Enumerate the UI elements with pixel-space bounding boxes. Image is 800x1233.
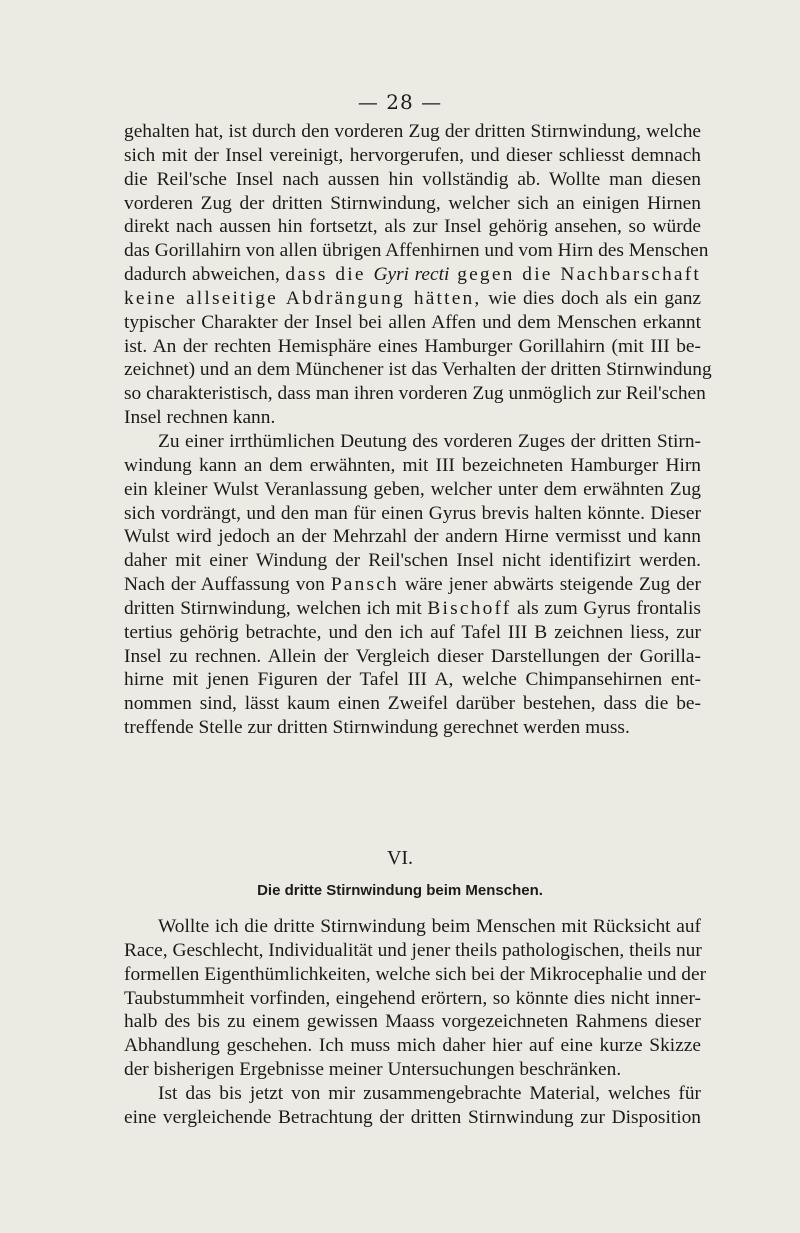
text-line: ist. An der rechten Hemisphäre eines Hamburger Gorillahirn (mit III be-: [124, 335, 701, 357]
text-line: so charakteristisch, dass man ihren vorderen Zug unmöglich zur Reil'schen: [124, 383, 706, 405]
text-line: Abhandlung geschehen. Ich muss mich daher hier auf eine kurze Skizze: [124, 1035, 701, 1057]
text-line: nommen sind, lässt kaum einen Zweifel darüber bestehen, dass die be-: [124, 693, 701, 715]
text-line: Race, Geschlecht, Individualität und jener theils pathologischen, theils nur: [124, 939, 702, 961]
text-line: ein kleiner Wulst Veranlassung geben, welcher unter dem erwähnten Zug: [124, 478, 701, 500]
text-segment: Nach der Auffassung von: [124, 574, 331, 596]
page-number: — 28 —: [357, 90, 443, 114]
text-segment: dadurch abweichen,: [124, 264, 286, 286]
text-line: die Reil'sche Insel nach aussen hin vollständig ab. Wollte man diesen: [124, 168, 701, 190]
text-line: typischer Charakter der Insel bei allen Affen und dem Menschen erkannt: [124, 311, 701, 333]
text-line: formellen Eigenthümlichkeiten, welche sich bei der Mikrocephalie und der: [124, 963, 707, 985]
text-segment: wie dies doch als ein ganz: [481, 287, 701, 309]
author-name: Pansch: [330, 574, 399, 596]
text-line: Wollte ich die dritte Stirnwindung beim Menschen mit Rücksicht auf: [158, 916, 701, 937]
text-segment: dritten Stirnwindung, welchen ich mit: [124, 597, 428, 619]
text-line: das Gorillahirn von allen übrigen Affenhirnen und vom Hirn des Menschen: [124, 240, 709, 262]
text-line: vorderen Zug der dritten Stirnwindung, welcher sich an einigen Hirnen: [124, 192, 701, 214]
text-segment: als zum Gyrus frontalis: [511, 597, 701, 619]
spaced-emphasis: dass die: [285, 264, 374, 286]
italic-term: Gyri recti: [373, 264, 450, 286]
text-line: Zu einer irrthümlichen Deutung des vorderen Zuges der dritten Stirn-: [158, 430, 701, 452]
text-line: sich vordrängt, und den man für einen Gyrus brevis halten könnte. Dieser: [124, 502, 701, 524]
text-line: [124, 287, 701, 311]
text-line: [124, 597, 701, 621]
section-title: Die dritte Stirnwindung beim Menschen.: [257, 882, 543, 899]
spaced-emphasis: gegen die Nachbarschaft: [449, 264, 701, 286]
text-line: tertius gehörig betrachte, und den ich auf Tafel III B zeichnen liess, zur: [124, 621, 701, 643]
text-line: sich mit der Insel vereinigt, hervorgerufen, und dieser schliesst demnach: [124, 144, 701, 166]
text-line: direkt nach aussen hin fortsetzt, als zur Insel gehörig ansehen, so würde: [124, 216, 701, 238]
text-line: daher mit einer Windung der Reil'schen Insel nicht identifizirt werden.: [124, 550, 701, 572]
text-line: Ist das bis jetzt von mir zusammengebrachte Material, welches für: [158, 1082, 701, 1104]
text-line: Insel zu rechnen. Allein der Vergleich dieser Darstellungen der Gorilla-: [124, 645, 701, 667]
text-line: eine vergleichende Betrachtung der dritten Stirnwindung zur Disposition: [124, 1106, 701, 1128]
text-line: [124, 573, 701, 597]
text-line: halb des bis zu einem gewissen Maass vorgezeichneten Rahmens dieser: [124, 1011, 701, 1033]
author-name: Bischoff: [427, 597, 512, 619]
text-line: gehalten hat, ist durch den vorderen Zug der dritten Stirnwindung, welche: [124, 121, 701, 142]
paragraph-block-2: [124, 915, 707, 1130]
text-line: [124, 263, 701, 287]
text-line: der bisherigen Ergebnisse meiner Untersuchungen beschränken.: [124, 1059, 622, 1081]
text-segment: wäre jener abwärts steigende Zug der: [398, 574, 702, 596]
text-line: Wulst wird jedoch an der Mehrzahl der andern Hirne vermisst und kann: [124, 526, 701, 548]
text-line: treffende Stelle zur dritten Stirnwindung gerechnet werden muss.: [124, 717, 630, 739]
text-line: Taubstummheit vorfinden, eingehend erörtern, so könnte dies nicht inner-: [124, 987, 701, 1009]
text-line: zeichnet) und an dem Münchener ist das Verhalten der dritten Stirnwindung: [124, 359, 712, 381]
paragraph-block-1: [124, 120, 712, 740]
text-line: Insel rechnen kann.: [124, 407, 276, 429]
section-number: VI.: [386, 847, 414, 869]
spaced-emphasis: keine allseitige Abdrängung hätten,: [124, 287, 482, 309]
text-line: windung kann an dem erwähnten, mit III bezeichneten Hamburger Hirn: [124, 454, 701, 476]
text-line: hirne mit jenen Figuren der Tafel III A, welche Chimpansehirnen ent-: [124, 669, 701, 691]
